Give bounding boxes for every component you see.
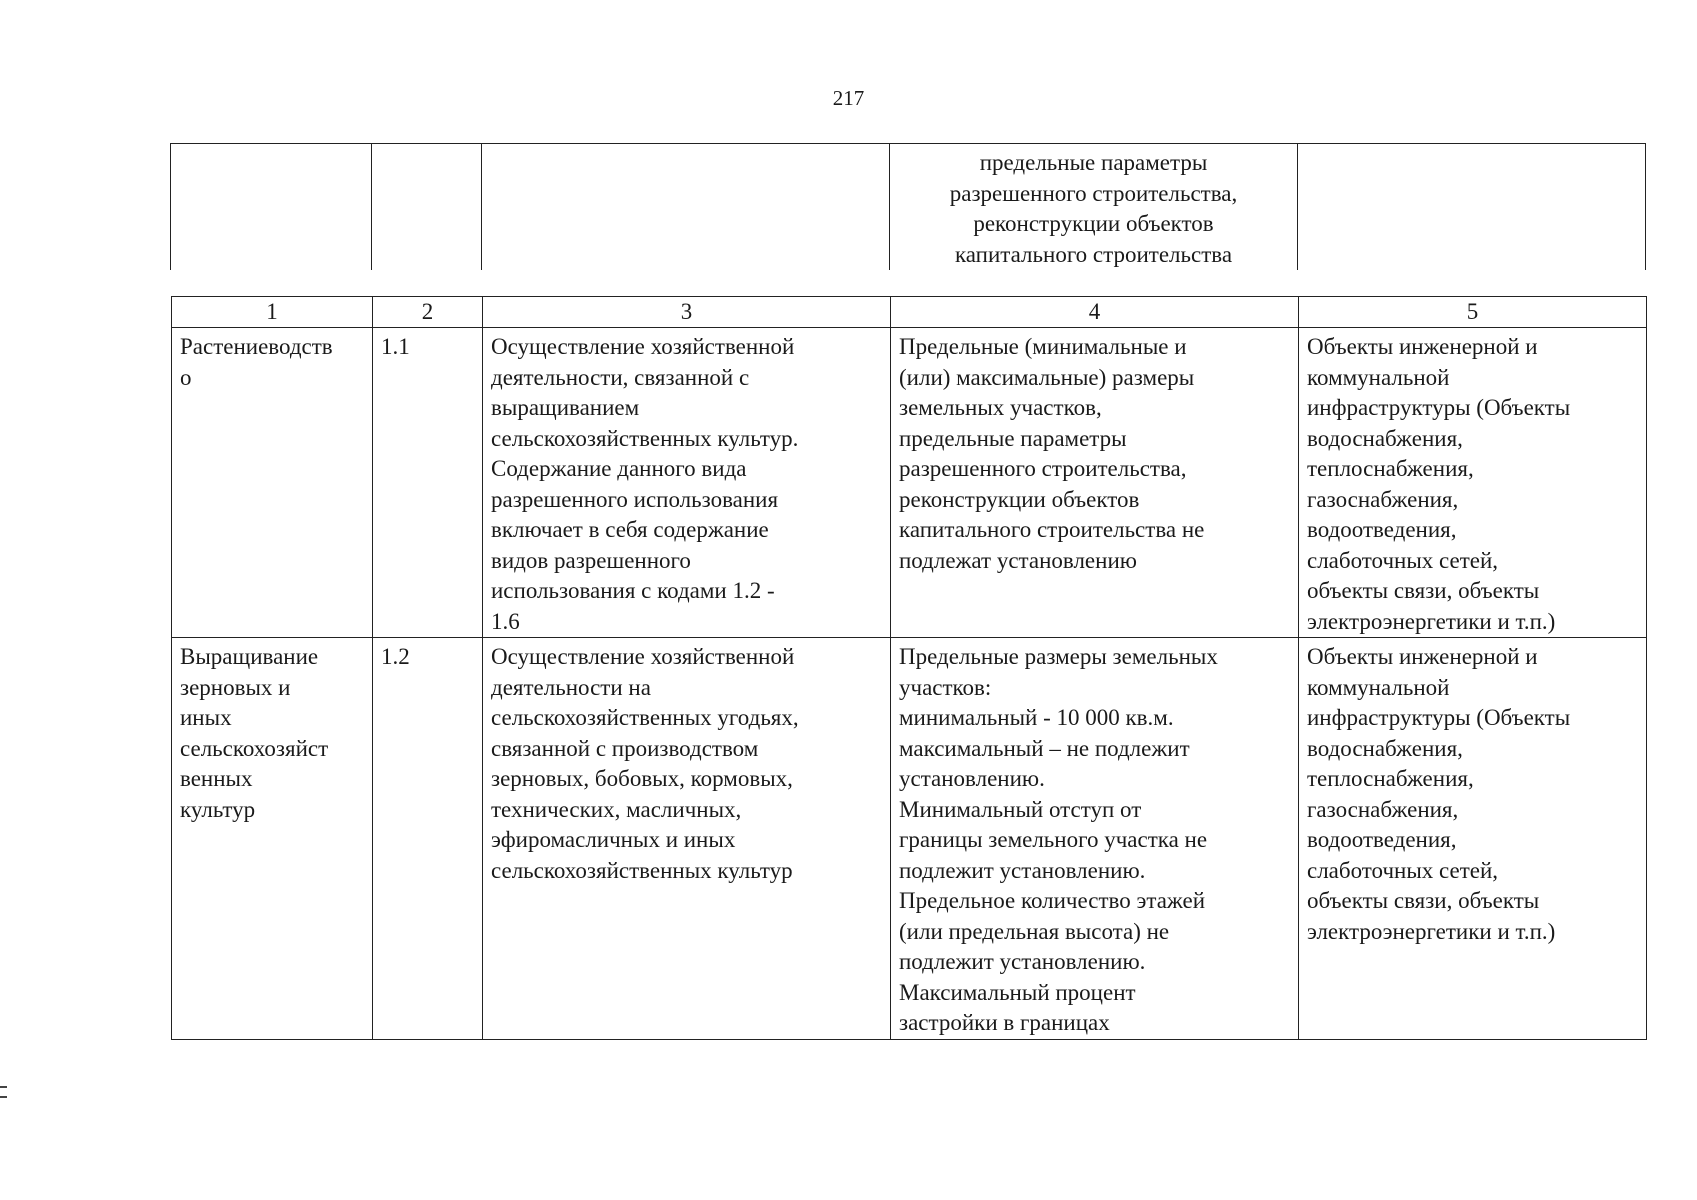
header-col-3: 3 [483, 297, 891, 328]
use-type-parameters: Предельные размеры земельных участков: минимальный - 10 000 кв.м. максимальный – не подлежит установлению. Минимальный отступ от границы земельного участка не подлежит установлению. Предельное количество этажей (или предельная высота) не подлежит установлению. Максимальный процент застройки в границах [899, 644, 1218, 1035]
land-use-table [171, 296, 1647, 1040]
table-row [172, 638, 1647, 1040]
use-type-code-cell [373, 328, 483, 638]
use-type-parameters-cell [891, 638, 1299, 1040]
use-type-name: Растениеводств о [180, 334, 333, 390]
use-type-name-cell [172, 638, 373, 1040]
page-number: 217 [832, 86, 865, 110]
continuation-cell-2 [372, 144, 482, 271]
continuation-row [171, 144, 1646, 271]
use-type-description-cell [483, 328, 891, 638]
header-col-1: 1 [172, 297, 373, 328]
continuation-table [170, 143, 1646, 270]
header-col-4: 4 [891, 297, 1299, 328]
continuation-cell-5 [1298, 144, 1646, 271]
continuation-cell-1 [171, 144, 372, 271]
table-header-row [172, 297, 1647, 328]
use-type-auxiliary: Объекты инженерной и коммунальной инфраструктуры (Объекты водоснабжения, теплоснабжения, газоснабжения, водоотведения, слаботочных сетей, объекты связи, объекты электроэнергетики и т.п.) [1307, 334, 1571, 634]
use-type-code: 1.1 [381, 334, 410, 359]
use-type-description: Осуществление хозяйственной деятельности на сельскохозяйственных угодьях, связанной с производством зерновых, бобовых, кормовых, технических, масличных, эфиромасличных и иных сельскохозяйственных культур [491, 644, 799, 883]
continuation-parameters-text: предельные параметры разрешенного строительства, реконструкции объектов капитального строительства [949, 150, 1238, 267]
header-col-2: 2 [373, 297, 483, 328]
use-type-parameters-cell [891, 328, 1299, 638]
table-row [172, 328, 1647, 638]
header-col-5: 5 [1299, 297, 1647, 328]
use-type-auxiliary: Объекты инженерной и коммунальной инфраструктуры (Объекты водоснабжения, теплоснабжения, газоснабжения, водоотведения, слаботочных сетей, объекты связи, объекты электроэнергетики и т.п.) [1307, 644, 1571, 944]
continuation-cell-4 [890, 144, 1298, 271]
use-type-description: Осуществление хозяйственной деятельности, связанной с выращиванием сельскохозяйственных культур. Содержание данного вида разрешенного использования включает в себя содержание видов разрешенного использования с кодами 1.2 - 1.6 [491, 334, 799, 634]
use-type-name: Выращивание зерновых и иных сельскохозяйст венных культур [180, 644, 329, 822]
use-type-code: 1.2 [381, 644, 410, 669]
use-type-description-cell [483, 638, 891, 1040]
use-type-name-cell [172, 328, 373, 638]
use-type-auxiliary-cell [1299, 638, 1647, 1040]
use-type-parameters: Предельные (минимальные и (или) максимальные) размеры земельных участков, предельные параметры разрешенного строительства, реконструкции объектов капитального строительства не подлежат установлению [899, 334, 1205, 573]
continuation-cell-3 [482, 144, 890, 271]
use-type-code-cell [373, 638, 483, 1040]
use-type-auxiliary-cell [1299, 328, 1647, 638]
scan-edge-mark [0, 1086, 7, 1098]
